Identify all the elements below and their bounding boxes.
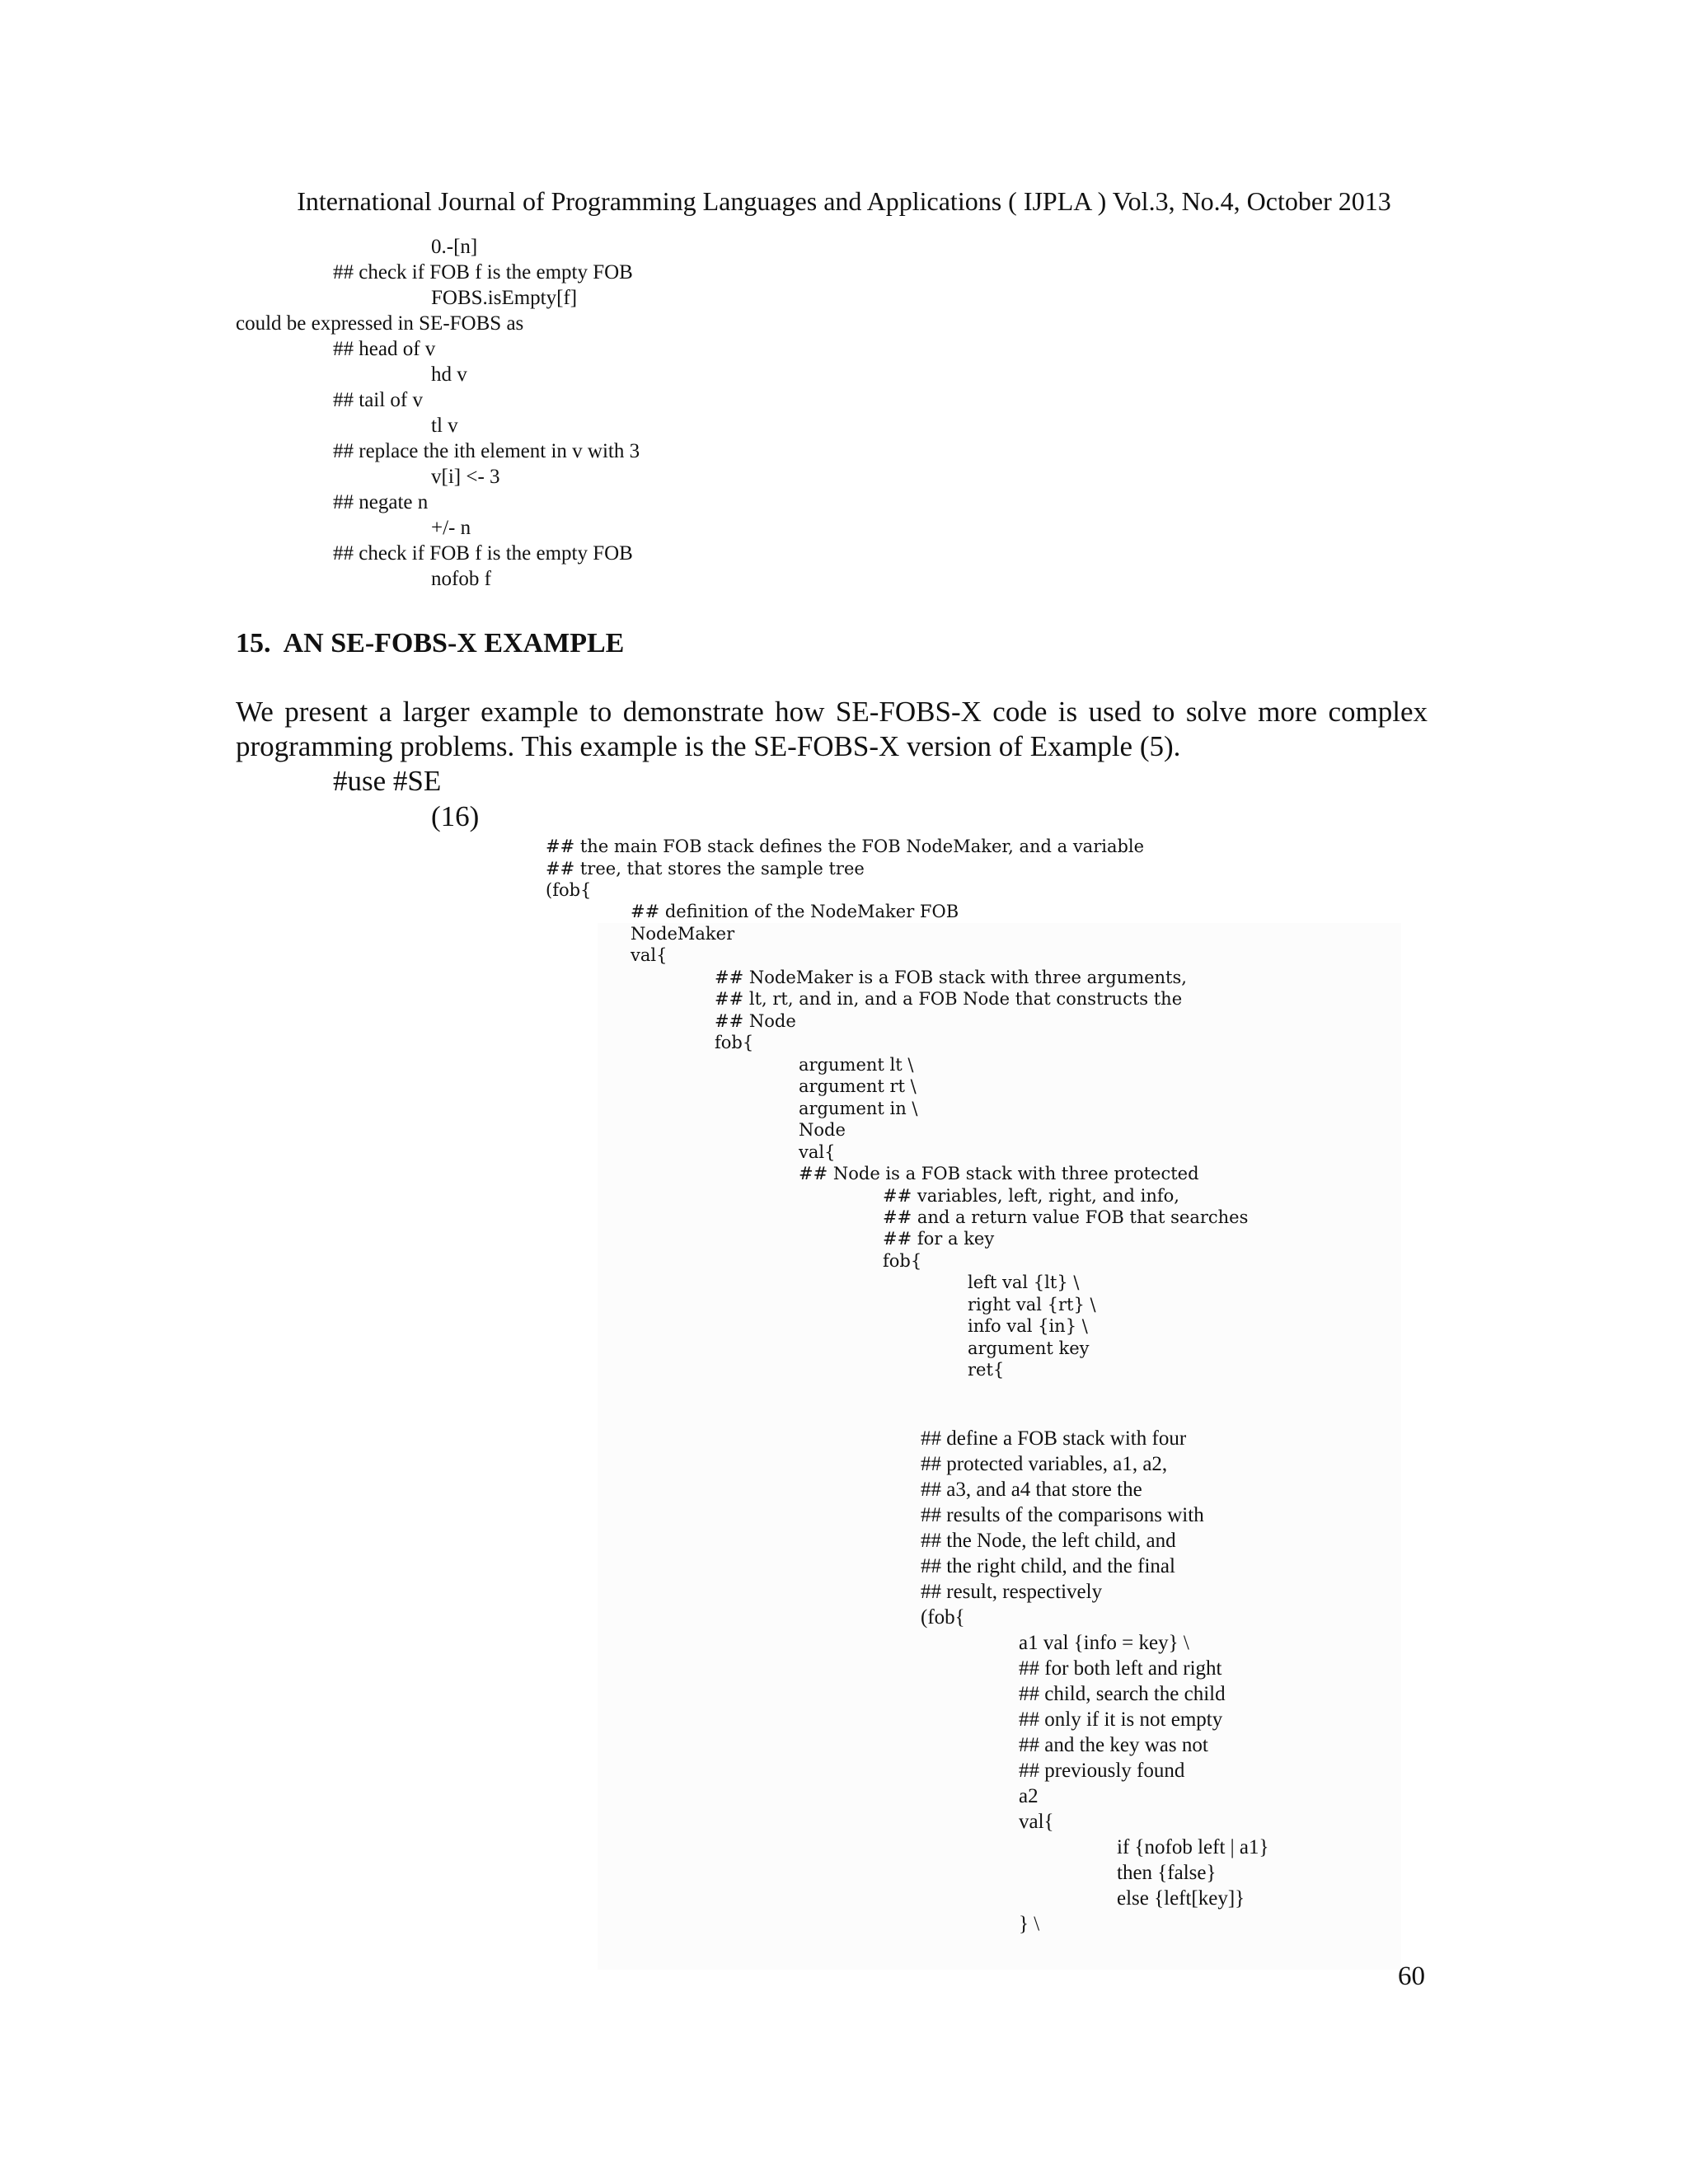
code-line: ## for both left and right xyxy=(1019,1657,1222,1680)
code-line: ## the main FOB stack defines the FOB NodeMaker, and a variable xyxy=(546,837,1145,856)
code-line: } \ xyxy=(1019,1913,1040,1935)
code-line: val{ xyxy=(631,945,668,965)
code-line: ## only if it is not empty xyxy=(1019,1708,1223,1731)
code-line: a2 xyxy=(1019,1785,1039,1807)
code-line: argument rt \ xyxy=(799,1076,917,1096)
code-line: right val {rt} \ xyxy=(968,1295,1096,1315)
code-line: ## a3, and a4 that store the xyxy=(921,1479,1142,1501)
code-line: ## definition of the NodeMaker FOB xyxy=(631,902,959,921)
code-line: (fob{ xyxy=(546,880,592,900)
page-number: 60 xyxy=(1398,1961,1425,1991)
code-line: ## head of v xyxy=(333,338,436,360)
code-line: nofob f xyxy=(431,568,491,590)
code-line: argument in \ xyxy=(799,1099,918,1118)
code-line: info val {in} \ xyxy=(968,1316,1088,1336)
code-line: ## and the key was not xyxy=(1019,1734,1208,1756)
code-line: ## check if FOB f is the empty FOB xyxy=(333,542,633,565)
code-line: ## child, search the child xyxy=(1019,1683,1226,1705)
code-line: ## Node xyxy=(715,1011,796,1031)
example-number: (16) xyxy=(431,800,480,832)
code-line: v[i] <- 3 xyxy=(431,466,500,488)
code-line: left val {lt} \ xyxy=(968,1272,1080,1292)
code-line: ## for a key xyxy=(883,1229,995,1249)
code-line: else {left[key]} xyxy=(1117,1887,1245,1910)
code-line: (fob{ xyxy=(921,1606,965,1629)
code-line: val{ xyxy=(1019,1811,1054,1833)
code-line: ## results of the comparisons with xyxy=(921,1504,1204,1526)
code-line: argument lt \ xyxy=(799,1055,914,1075)
code-line: ## check if FOB f is the empty FOB xyxy=(333,261,633,284)
code-line: ## negate n xyxy=(333,491,429,513)
body-paragraph: We present a larger example to demonstrate how SE-FOBS-X code is used to solve more complex programming problems. This example is the SE-FOBS-X version of Example (5). xyxy=(236,696,1428,762)
code-line: argument key xyxy=(968,1338,1090,1358)
code-line: NodeMaker xyxy=(631,924,735,944)
code-line: ## variables, left, right, and info, xyxy=(883,1186,1179,1206)
journal-header: International Journal of Programming Languages and Applications ( IJPLA ) Vol.3, No.4, October 2013 xyxy=(297,186,1391,216)
code-line: fob{ xyxy=(715,1033,754,1052)
code-line: ## previously found xyxy=(1019,1760,1185,1782)
code-line: ## define a FOB stack with four xyxy=(921,1427,1187,1450)
code-line: if {nofob left | a1} xyxy=(1117,1836,1269,1858)
code-line: ## NodeMaker is a FOB stack with three arguments, xyxy=(715,968,1187,987)
code-line: ## result, respectively xyxy=(921,1581,1103,1603)
code-line: ## the Node, the left child, and xyxy=(921,1530,1176,1552)
code-line: ## lt, rt, and in, and a FOB Node that constructs the xyxy=(715,989,1183,1009)
use-directive: #use #SE xyxy=(333,765,442,797)
code-line: ## and a return value FOB that searches xyxy=(883,1207,1249,1227)
code-line: then {false} xyxy=(1117,1862,1217,1884)
text-line: could be expressed in SE-FOBS as xyxy=(236,312,524,335)
code-line: +/- n xyxy=(431,517,471,539)
code-line: tl v xyxy=(431,415,458,437)
code-line: ## tree, that stores the sample tree xyxy=(546,859,865,879)
code-line: FOBS.isEmpty[f] xyxy=(431,287,578,309)
code-line: ## protected variables, a1, a2, xyxy=(921,1453,1168,1475)
code-line: fob{ xyxy=(883,1251,922,1271)
code-line: ret{ xyxy=(968,1360,1005,1380)
code-line: ## the right child, and the final xyxy=(921,1555,1175,1577)
code-line: hd v xyxy=(431,363,467,386)
code-line: ## Node is a FOB stack with three protected xyxy=(799,1164,1199,1183)
code-line: Node xyxy=(799,1120,846,1140)
section-heading: 15. AN SE-FOBS-X EXAMPLE xyxy=(236,628,625,658)
code-line: 0.-[n] xyxy=(431,236,478,258)
code-line: ## tail of v xyxy=(333,389,424,411)
code-line: a1 val {info = key} \ xyxy=(1019,1632,1189,1654)
code-line: val{ xyxy=(799,1142,836,1162)
code-line: ## replace the ith element in v with 3 xyxy=(333,440,640,462)
